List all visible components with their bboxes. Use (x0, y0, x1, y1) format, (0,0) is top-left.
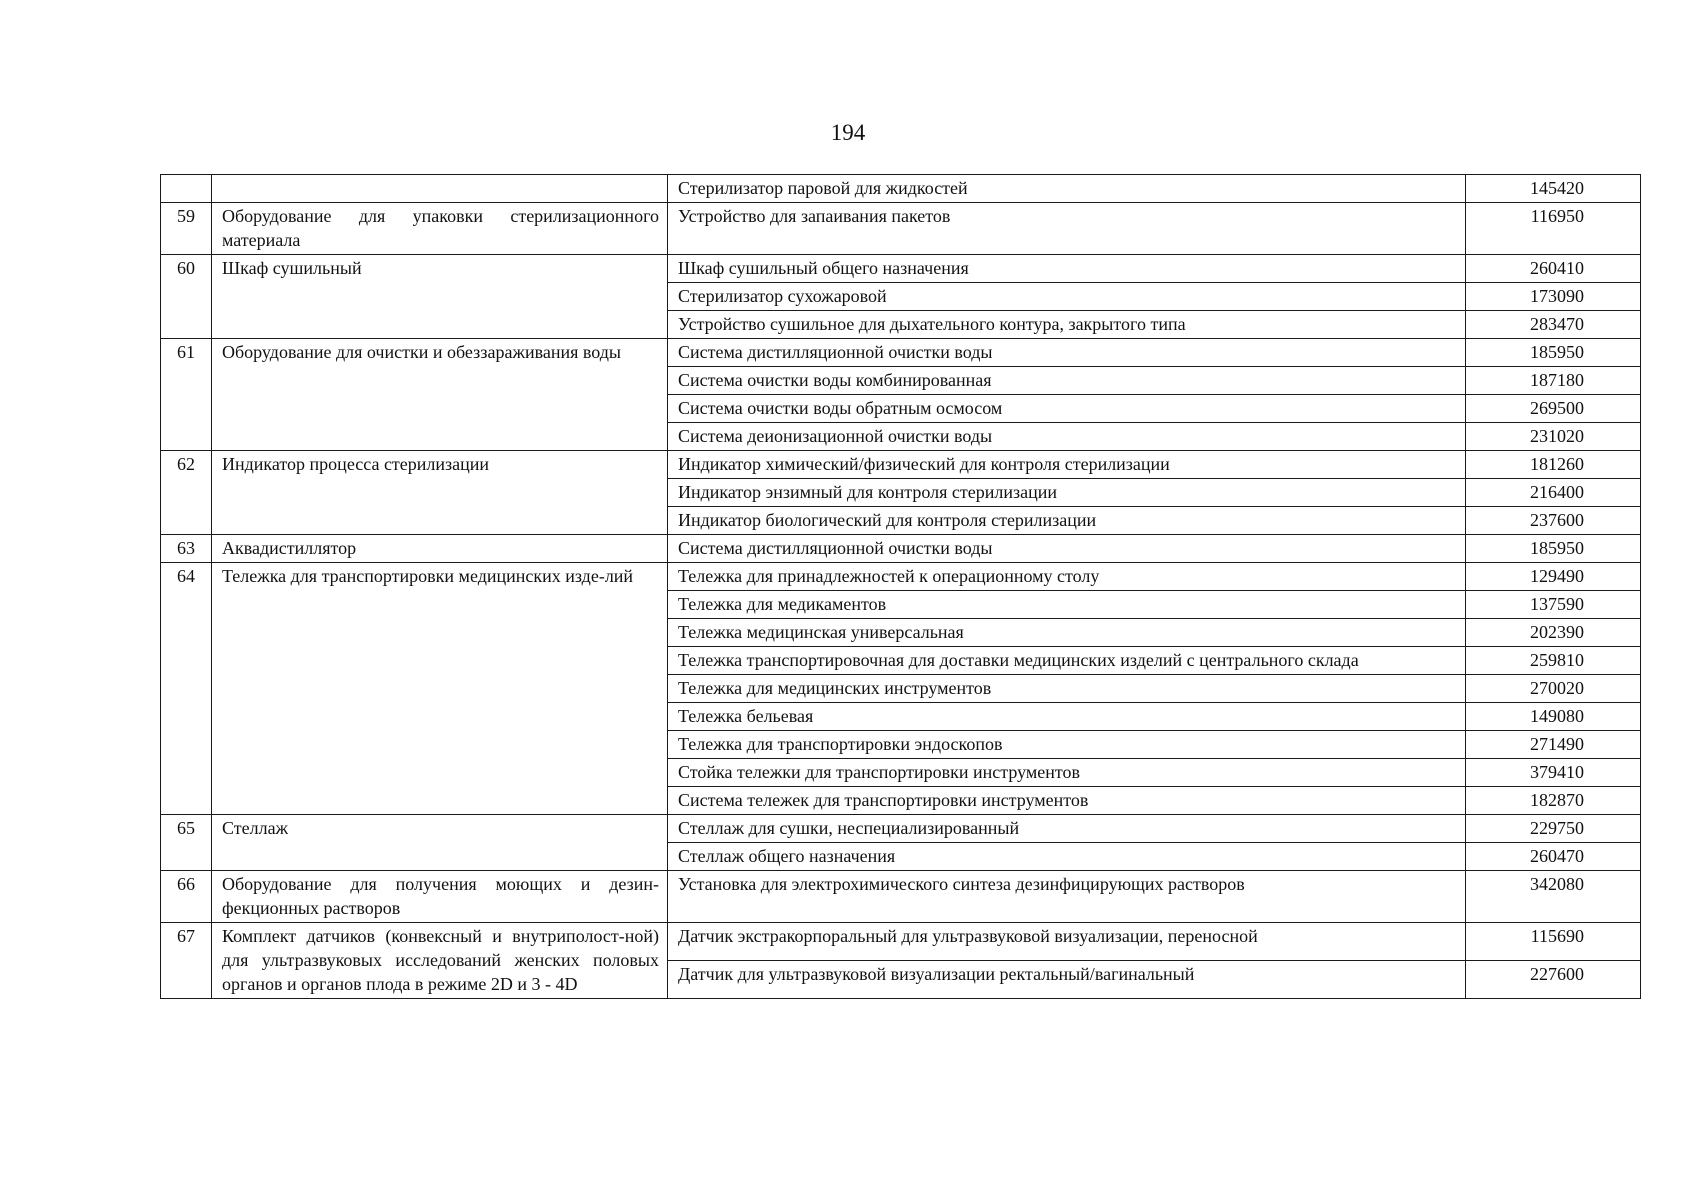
item-code-cell: 173090 (1466, 283, 1641, 311)
item-code-cell: 116950 (1466, 203, 1641, 255)
row-number-cell: 66 (161, 871, 212, 923)
item-code-cell: 115690 (1466, 923, 1641, 961)
item-code-cell: 137590 (1466, 591, 1641, 619)
item-name-cell: Тележка для транспортировки эндоскопов (668, 731, 1466, 759)
table-row (161, 923, 1641, 961)
table-row (161, 339, 1641, 367)
equipment-group-cell: Аквадистиллятор (212, 535, 668, 563)
item-code-cell: 283470 (1466, 311, 1641, 339)
item-code-cell: 271490 (1466, 731, 1641, 759)
item-code-cell: 185950 (1466, 535, 1641, 563)
item-code-cell: 379410 (1466, 759, 1641, 787)
item-name-cell: Устройство сушильное для дыхательного контура, закрытого типа (668, 311, 1466, 339)
item-code-cell: 149080 (1466, 703, 1641, 731)
table-body (161, 175, 1641, 999)
row-number-cell: 65 (161, 815, 212, 871)
equipment-group-cell: Оборудование для упаковки стерилизационного материала (212, 203, 668, 255)
table-row (161, 815, 1641, 843)
item-code-cell: 129490 (1466, 563, 1641, 591)
table-row (161, 203, 1641, 255)
row-number-cell (161, 175, 212, 203)
table-row (161, 175, 1641, 203)
item-name-cell: Устройство для запаивания пакетов (668, 203, 1466, 255)
table-row (161, 255, 1641, 283)
row-number-cell: 59 (161, 203, 212, 255)
equipment-group-cell: Оборудование для очистки и обеззараживания воды (212, 339, 668, 451)
item-name-cell: Система деионизационной очистки воды (668, 423, 1466, 451)
item-name-cell: Индикатор биологический для контроля стерилизации (668, 507, 1466, 535)
item-code-cell: 237600 (1466, 507, 1641, 535)
item-code-cell: 342080 (1466, 871, 1641, 923)
item-name-cell: Индикатор химический/физический для контроля стерилизации (668, 451, 1466, 479)
row-number-cell: 60 (161, 255, 212, 339)
item-code-cell: 259810 (1466, 647, 1641, 675)
item-name-cell: Стеллаж для сушки, неспециализированный (668, 815, 1466, 843)
item-code-cell: 270020 (1466, 675, 1641, 703)
table-row (161, 563, 1641, 591)
item-code-cell: 260410 (1466, 255, 1641, 283)
item-code-cell: 145420 (1466, 175, 1641, 203)
item-code-cell: 227600 (1466, 961, 1641, 999)
item-code-cell: 187180 (1466, 367, 1641, 395)
row-number-cell: 61 (161, 339, 212, 451)
row-number-cell: 67 (161, 923, 212, 999)
item-code-cell: 229750 (1466, 815, 1641, 843)
item-name-cell: Тележка медицинская универсальная (668, 619, 1466, 647)
row-number-cell: 62 (161, 451, 212, 535)
equipment-group-cell (212, 175, 668, 203)
equipment-group-cell: Комплект датчиков (конвексный и внутриполост-ной) для ультразвуковых исследований женских половых органов и органов плода в режиме 2D и 3 - 4D (212, 923, 668, 999)
item-name-cell: Стерилизатор сухожаровой (668, 283, 1466, 311)
equipment-group-cell: Тележка для транспортировки медицинских изде-лий (212, 563, 668, 815)
item-code-cell: 202390 (1466, 619, 1641, 647)
table-row (161, 871, 1641, 923)
item-code-cell: 182870 (1466, 787, 1641, 815)
item-code-cell: 216400 (1466, 479, 1641, 507)
item-code-cell: 269500 (1466, 395, 1641, 423)
row-number-cell: 63 (161, 535, 212, 563)
item-code-cell: 260470 (1466, 843, 1641, 871)
row-number-cell: 64 (161, 563, 212, 815)
item-name-cell: Система очистки воды комбинированная (668, 367, 1466, 395)
item-code-cell: 185950 (1466, 339, 1641, 367)
item-code-cell: 181260 (1466, 451, 1641, 479)
item-name-cell: Система очистки воды обратным осмосом (668, 395, 1466, 423)
equipment-group-cell: Индикатор процесса стерилизации (212, 451, 668, 535)
item-name-cell: Система тележек для транспортировки инструментов (668, 787, 1466, 815)
item-name-cell: Тележка для принадлежностей к операционному столу (668, 563, 1466, 591)
item-name-cell: Тележка для медикаментов (668, 591, 1466, 619)
item-name-cell: Система дистилляционной очистки воды (668, 535, 1466, 563)
item-name-cell: Система дистилляционной очистки воды (668, 339, 1466, 367)
item-name-cell: Датчик экстракорпоральный для ультразвуковой визуализации, переносной (668, 923, 1466, 961)
item-name-cell: Тележка транспортировочная для доставки медицинских изделий с центрального склада (668, 647, 1466, 675)
item-name-cell: Тележка бельевая (668, 703, 1466, 731)
equipment-table (160, 174, 1641, 999)
item-code-cell: 231020 (1466, 423, 1641, 451)
page-number: 194 (830, 120, 866, 145)
table-row (161, 535, 1641, 563)
item-name-cell: Шкаф сушильный общего назначения (668, 255, 1466, 283)
item-name-cell: Датчик для ультразвуковой визуализации ректальный/вагинальный (668, 961, 1466, 999)
equipment-group-cell: Стеллаж (212, 815, 668, 871)
item-name-cell: Стеллаж общего назначения (668, 843, 1466, 871)
table-row (161, 451, 1641, 479)
equipment-group-cell: Шкаф сушильный (212, 255, 668, 339)
item-name-cell: Установка для электрохимического синтеза дезинфицирующих растворов (668, 871, 1466, 923)
equipment-group-cell: Оборудование для получения моющих и дезин-фекционных растворов (212, 871, 668, 923)
item-name-cell: Тележка для медицинских инструментов (668, 675, 1466, 703)
item-name-cell: Индикатор энзимный для контроля стерилизации (668, 479, 1466, 507)
item-name-cell: Стойка тележки для транспортировки инструментов (668, 759, 1466, 787)
item-name-cell: Стерилизатор паровой для жидкостей (668, 175, 1466, 203)
